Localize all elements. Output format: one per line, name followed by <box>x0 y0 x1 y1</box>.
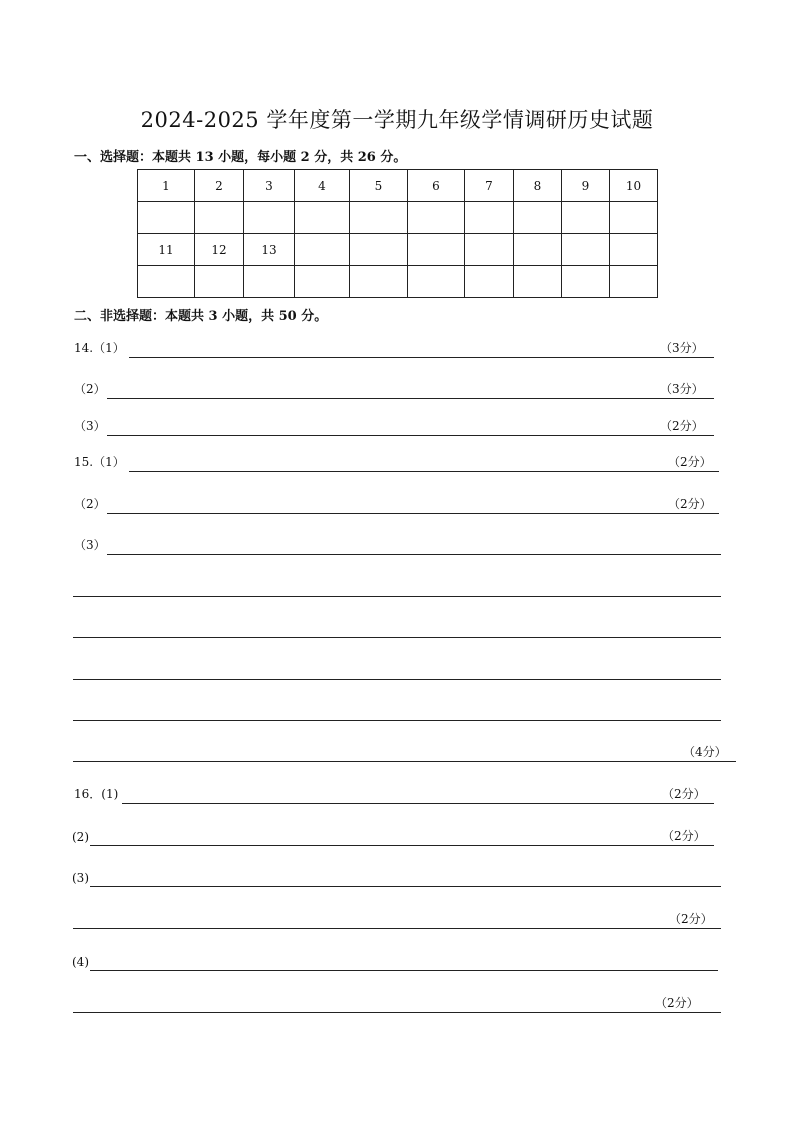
q16-part3-final-line[interactable] <box>73 911 723 929</box>
answer-cell[interactable] <box>350 202 408 234</box>
answer-blank-line[interactable] <box>73 637 721 638</box>
grid-number-cell: 10 <box>610 170 658 202</box>
score-label: （2分） <box>668 497 712 511</box>
grid-number-row-1 <box>138 170 658 202</box>
grid-number-cell: 12 <box>195 234 244 266</box>
q16-part4-final-line[interactable] <box>73 995 723 1013</box>
answer-grid <box>137 169 658 298</box>
answer-cell <box>295 266 350 298</box>
answer-underline <box>73 928 721 929</box>
q14-part2-label: （2） <box>74 382 106 396</box>
page-title: 2024-2025 学年度第一学期九年级学情调研历史试题 <box>140 108 654 132</box>
answer-cell[interactable] <box>138 202 195 234</box>
q15-part1-line[interactable] <box>74 454 724 472</box>
answer-cell[interactable] <box>465 202 514 234</box>
q14-part3-line[interactable] <box>74 418 724 436</box>
grid-number-row-2 <box>138 234 658 266</box>
grid-answer-row-1 <box>138 202 658 234</box>
answer-underline <box>129 357 714 358</box>
q16-part4-line[interactable] <box>72 953 722 971</box>
q14-part1-label: 14.（1） <box>74 341 125 355</box>
answer-cell <box>350 266 408 298</box>
answer-underline <box>107 435 714 436</box>
answer-cell[interactable] <box>408 202 465 234</box>
q15-part2-line[interactable] <box>74 496 724 514</box>
answer-cell[interactable] <box>244 202 295 234</box>
grid-empty-cell <box>610 234 658 266</box>
answer-cell[interactable] <box>195 202 244 234</box>
answer-blank-line[interactable] <box>73 596 721 597</box>
score-label: （2分） <box>668 455 712 469</box>
q15-part2-label: （2） <box>74 497 106 511</box>
grid-number-cell: 3 <box>244 170 295 202</box>
q15-part1-label: 15.（1） <box>74 455 125 469</box>
q16-part3-label: (3) <box>72 871 89 885</box>
grid-number-cell: 9 <box>562 170 610 202</box>
answer-cell <box>610 266 658 298</box>
grid-number-cell: 5 <box>350 170 408 202</box>
grid-empty-cell <box>562 234 610 266</box>
section-choice-heading: 一、选择题：本题共 13 小题，每小题 2 分，共 26 分。 <box>74 150 407 165</box>
score-label: （2分） <box>662 787 706 801</box>
answer-underline <box>107 398 714 399</box>
grid-answer-row-2 <box>138 266 658 298</box>
grid-number-cell: 7 <box>465 170 514 202</box>
answer-underline <box>73 761 736 762</box>
answer-cell <box>562 266 610 298</box>
q15-part3-final-line[interactable] <box>73 744 738 762</box>
answer-cell[interactable] <box>562 202 610 234</box>
answer-underline <box>90 970 718 971</box>
answer-cell[interactable] <box>244 266 295 298</box>
answer-cell <box>514 266 562 298</box>
q16-part1-label: 16．(1) <box>74 787 119 801</box>
grid-empty-cell <box>350 234 408 266</box>
score-label: （3分） <box>660 341 704 355</box>
grid-number-cell: 11 <box>138 234 195 266</box>
answer-cell[interactable] <box>514 202 562 234</box>
grid-empty-cell <box>465 234 514 266</box>
q15-part3-line[interactable] <box>74 537 724 555</box>
q14-part3-label: （3） <box>74 419 106 433</box>
answer-cell[interactable] <box>138 266 195 298</box>
q15-part3-label: （3） <box>74 538 106 552</box>
answer-cell[interactable] <box>195 266 244 298</box>
answer-blank-line[interactable] <box>73 720 721 721</box>
answer-underline <box>122 803 714 804</box>
grid-number-cell: 8 <box>514 170 562 202</box>
score-label: （2分） <box>655 996 699 1010</box>
answer-underline <box>107 554 721 555</box>
answer-underline <box>90 886 721 887</box>
answer-cell[interactable] <box>295 202 350 234</box>
grid-number-cell: 6 <box>408 170 465 202</box>
grid-empty-cell <box>295 234 350 266</box>
section-nonchoice-heading: 二、非选择题：本题共 3 小题，共 50 分。 <box>74 309 328 324</box>
answer-underline <box>107 513 719 514</box>
grid-number-cell: 2 <box>195 170 244 202</box>
grid-number-cell: 1 <box>138 170 195 202</box>
answer-cell[interactable] <box>610 202 658 234</box>
answer-cell <box>408 266 465 298</box>
q16-part1-line[interactable] <box>74 786 724 804</box>
q16-part3-line[interactable] <box>72 869 724 887</box>
score-label: （2分） <box>660 419 704 433</box>
q16-part2-line[interactable] <box>72 828 724 846</box>
q14-part1-line[interactable] <box>74 340 724 358</box>
grid-number-cell: 13 <box>244 234 295 266</box>
answer-underline <box>90 845 714 846</box>
score-label: （3分） <box>660 382 704 396</box>
q16-part2-label: (2) <box>72 830 89 844</box>
q14-part2-line[interactable] <box>74 381 724 399</box>
grid-empty-cell <box>514 234 562 266</box>
q16-part4-label: (4) <box>72 955 89 969</box>
answer-cell <box>465 266 514 298</box>
score-label: （2分） <box>669 912 713 926</box>
answer-underline <box>129 471 719 472</box>
grid-number-cell: 4 <box>295 170 350 202</box>
grid-empty-cell <box>408 234 465 266</box>
score-label: （4分） <box>683 745 727 759</box>
answer-underline <box>73 1012 721 1013</box>
score-label: （2分） <box>662 829 706 843</box>
answer-blank-line[interactable] <box>73 679 721 680</box>
